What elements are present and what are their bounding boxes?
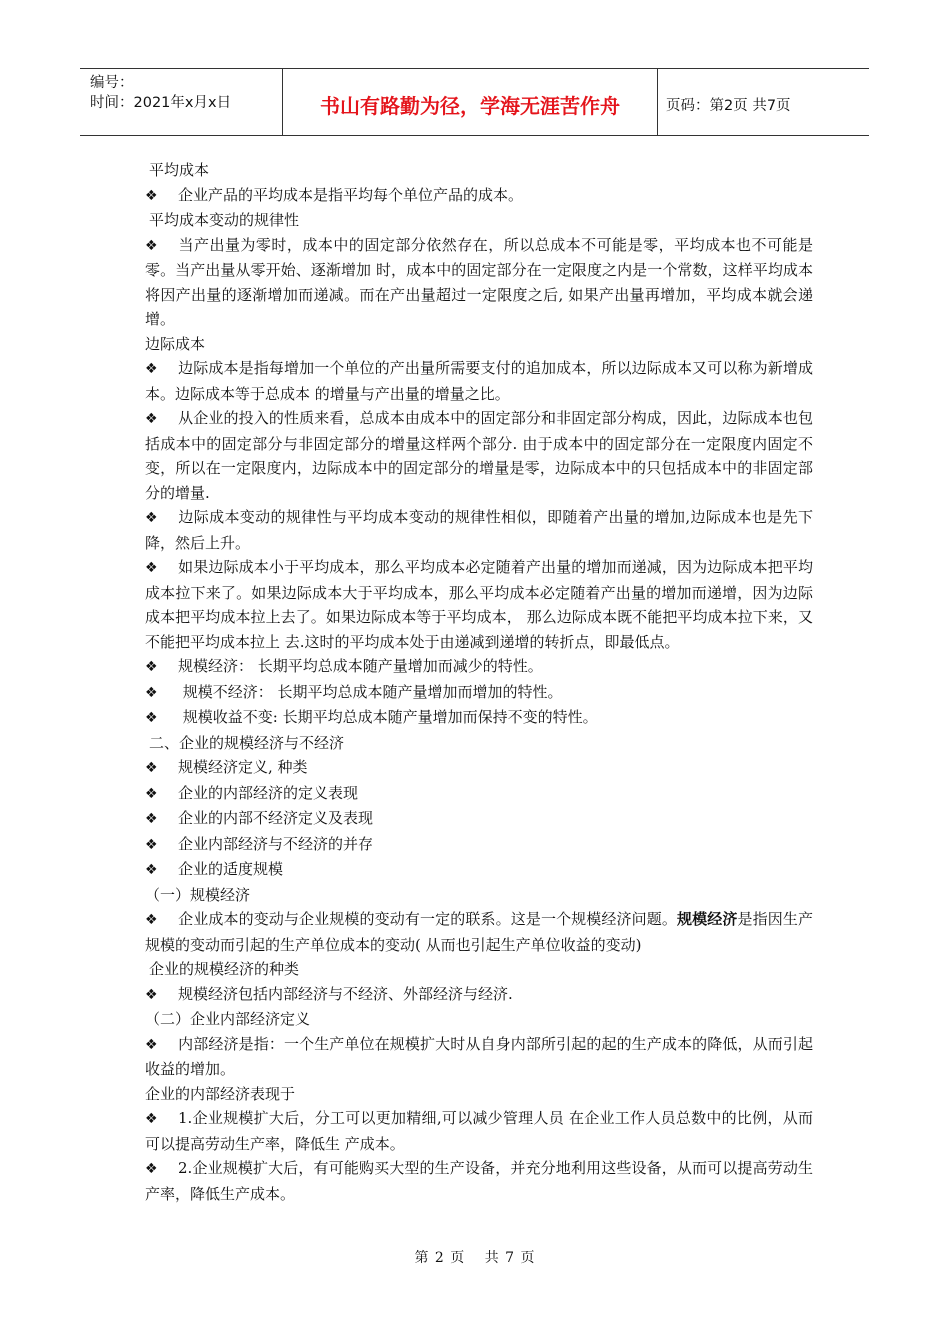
paragraph-text: 企业的适度规模: [178, 860, 284, 878]
page-header: [80, 68, 869, 136]
header-meta: [80, 69, 283, 135]
diamond-bullet-icon: ❖: [145, 659, 158, 675]
bullet-paragraph: [145, 907, 813, 957]
diamond-bullet-icon: ❖: [145, 560, 158, 576]
paragraph-text: 企业内部经济与不经济的并存: [178, 834, 374, 853]
header-motto: 书山有路勤为径，学海无涯苦作舟: [283, 69, 658, 135]
diamond-bullet-icon: ❖: [145, 684, 158, 701]
paragraph-text: 当产出量为零时，成本中的固定部分依然存在，所以总成本不可能是零，平均成本也不可能是零。当产出量从零开始、逐渐增加 时，成本中的固定部分在一定限度之内是一个常数，这样平均成本将因产出量的逐渐增加而递减。而在产出量超过一定限度之后, 如果产出量再增加，平均成本就会递增。: [145, 235, 813, 328]
paragraph-text: 2.企业规模扩大后，有可能购买大型的生产设备，并充分地利用这些设备，从而可以提高劳动生产率，降低生产成本。: [145, 1159, 813, 1203]
bullet-paragraph: [145, 680, 813, 706]
page-footer: [0, 1247, 950, 1267]
bullet-paragraph: [145, 183, 813, 209]
bullet-paragraph: [145, 1032, 813, 1082]
diamond-bullet-icon: ❖: [145, 411, 158, 427]
bullet-paragraph: [145, 505, 813, 555]
bullet-paragraph: [145, 857, 813, 883]
section-heading: 企业的内部经济表现于: [145, 1084, 296, 1103]
diamond-bullet-icon: ❖: [145, 1111, 158, 1127]
section-heading: 平均成本: [149, 161, 210, 179]
number-label: 编号：: [90, 75, 134, 91]
paragraph-text: 1.企业规模扩大后，分工可以更加精细,可以减少管理人员 在企业工作人员总数中的比例，从而可以提高劳动生产率，降低生 产成本。: [145, 1109, 813, 1153]
diamond-bullet-icon: ❖: [145, 1036, 158, 1053]
paragraph-text: 边际成本变动的规律性与平均成本变动的规律性相似，即随着产出量的增加,边际成本也是先下降，然后上升。: [145, 508, 813, 552]
diamond-bullet-icon: ❖: [145, 836, 158, 853]
diamond-bullet-icon: ❖: [145, 361, 158, 377]
paragraph-text: 企业产品的平均成本是指平均每个单位产品的成本。: [178, 185, 524, 204]
bullet-paragraph: [145, 755, 813, 781]
diamond-bullet-icon: ❖: [145, 237, 158, 254]
paragraph-text: 边际成本是指每增加一个单位的产出量所需要支付的追加成本，所以边际成本又可以称为新增成本。边际成本等于总成本 的增量与产出量的增量之比。: [145, 359, 813, 403]
document-body: [145, 158, 813, 1206]
bullet-paragraph: [145, 406, 813, 505]
paragraph-text: 规模经济： 长期平均总成本随产量增加而减少的特性。: [178, 657, 543, 675]
bullet-paragraph: [145, 832, 813, 858]
diamond-bullet-icon: ❖: [145, 760, 158, 776]
paragraph-text: 规模经济定义, 种类: [178, 758, 308, 776]
bold-term: 规模经济: [677, 910, 738, 928]
bullet-paragraph: [145, 654, 813, 680]
paragraph-text: 规模收益不变: 长期平均总成本随产量增加而保持不变的特性。: [178, 708, 598, 726]
paragraph-text-rest: 是指因生产规模的变动而引起的生产单位成本的变动( 从而也引起生产单位收益的变动): [145, 910, 813, 954]
header-page-label: 页码：第2页 共7页: [666, 97, 791, 114]
diamond-bullet-icon: ❖: [145, 785, 158, 802]
section-heading: 二、企业的规模经济与不经济: [149, 733, 345, 752]
diamond-bullet-icon: ❖: [145, 862, 158, 878]
paragraph-text: 企业成本的变动与企业规模的变动有一定的联系。这是一个规模经济问题。: [178, 910, 678, 928]
bullet-paragraph: [145, 705, 813, 731]
footer-current-page: 第 2 页: [414, 1250, 466, 1266]
paragraph-text: 企业的内部不经济定义及表现: [178, 809, 374, 827]
bullet-paragraph: [145, 555, 813, 654]
section-heading: （二）企业内部经济定义: [145, 1010, 311, 1028]
bullet-paragraph: [145, 806, 813, 832]
paragraph-text: 规模不经济： 长期平均总成本随产量增加而增加的特性。: [178, 682, 563, 701]
bullet-paragraph: [145, 356, 813, 406]
diamond-bullet-icon: ❖: [145, 510, 158, 526]
paragraph-text: 如果边际成本小于平均成本，那么平均成本必定随着产出量的增加而递减，因为边际成本把平均成本拉下来了。如果边际成本大于平均成本，那么平均成本必定随着产出量的增加而递增，因为边际成本把平均成本拉上去了。如果边际成本等于平均成本， 那么边际成本既不能把平均成本拉下来，又不能把平均成本拉上 去.这时的平均成本处于由递减到递增的转折点，即最低点。: [145, 558, 813, 651]
section-heading: 边际成本: [145, 334, 206, 353]
bullet-paragraph: [145, 1156, 813, 1206]
diamond-bullet-icon: ❖: [145, 811, 158, 827]
diamond-bullet-icon: ❖: [145, 986, 158, 1003]
paragraph-text: 企业的内部经济的定义表现: [178, 783, 359, 802]
section-heading: 企业的规模经济的种类: [149, 960, 300, 978]
paragraph-text: 从企业的投入的性质来看，总成本由成本中的固定部分和非固定部分构成，因此，边际成本也包括成本中的固定部分与非固定部分的增量这样两个部分. 由于成本中的固定部分在一定限度内固定不变，所以在一定限度内，边际成本中的固定部分的增量是零，边际成本中的只包括成本中的非固定部分的增量.: [145, 409, 813, 502]
paragraph-text: 规模经济包括内部经济与不经济、外部经济与经济.: [178, 984, 513, 1003]
section-heading: （一）规模经济: [145, 885, 251, 904]
section-heading: 平均成本变动的规律性: [149, 211, 300, 229]
diamond-bullet-icon: ❖: [145, 710, 158, 726]
diamond-bullet-icon: ❖: [145, 1161, 158, 1177]
bullet-paragraph: [145, 233, 813, 332]
date-label: 时间：2021年x月x日: [90, 95, 232, 111]
bullet-paragraph: [145, 781, 813, 807]
diamond-bullet-icon: ❖: [145, 187, 158, 204]
bullet-paragraph: [145, 982, 813, 1008]
diamond-bullet-icon: ❖: [145, 912, 158, 928]
paragraph-text: 内部经济是指：一个生产单位在规模扩大时从自身内部所引起的起的生产成本的降低，从而引起收益的增加。: [145, 1034, 813, 1078]
bullet-paragraph: [145, 1106, 813, 1156]
footer-total-pages: 共 7 页: [484, 1250, 536, 1266]
